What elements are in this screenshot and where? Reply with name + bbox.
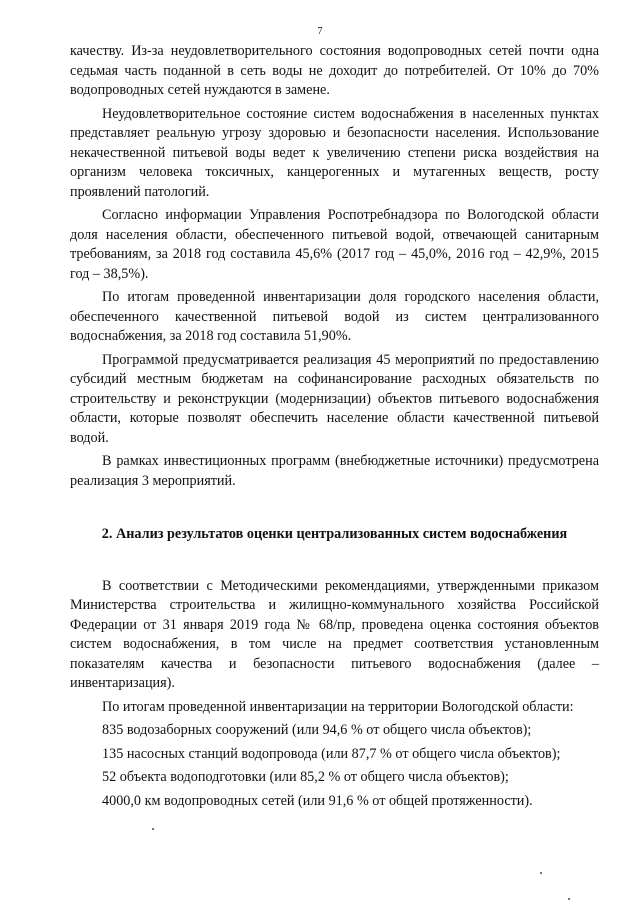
page-number: 7	[317, 26, 323, 37]
scan-speck	[152, 828, 154, 830]
paragraph-2: Неудовлетворительное состояние систем водоснабжения в населенных пунктах представляет реальную угрозу здоровью и безопасности населения. Использование некачественной питьевой воды ведет к увеличению степени риска воздействия на организм человека токсичных, канцерогенных и мутагенных веществ, росту проявлений патологий.	[70, 105, 599, 200]
section-heading: 2. Анализ результатов оценки централизованных систем водоснабжения	[101, 526, 568, 542]
list-item-2: 135 насосных станций водопровода (или 87,7 % от общего числа объектов);	[102, 745, 561, 762]
paragraph-5: Программой предусматривается реализация 45 мероприятий по предоставлению субсидий местным бюджетам на софинансирование расходных обязательств по строительству и реконструкции (модернизации) объектов питьевого водоснабжения области, которые позволят обеспечить население области качественной питьевой водой.	[70, 351, 599, 446]
paragraph-3: Согласно информации Управления Роспотребнадзора по Вологодской области доля населения области, обеспеченного питьевой водой, отвечающей санитарным требованиям, за 2018 год составила 45,6% (2017 год – 45,0%, 2016 год – 42,9%, 2015 год – 38,5%).	[70, 207, 599, 282]
list-item-3: 52 объекта водоподготовки (или 85,2 % от общего числа объектов);	[102, 769, 509, 785]
list-item-4: 4000,0 км водопроводных сетей (или 91,6 % от общей протяженности).	[102, 792, 533, 809]
paragraph-6: В рамках инвестиционных программ (внебюджетные источники) предусмотрена реализация 3 мероприятий.	[70, 453, 599, 489]
scan-speck	[568, 898, 570, 900]
scan-speck	[540, 872, 542, 874]
paragraph-4: По итогам проведенной инвентаризации доля городского населения области, обеспеченного качественной питьевой водой из систем централизованного водоснабжения, за 2018 год составила 51,90%.	[70, 289, 599, 344]
section-paragraph-2: По итогам проведенной инвентаризации на территории Вологодской области:	[102, 698, 574, 715]
section-paragraph-1: В соответствии с Методическими рекомендациями, утвержденными приказом Министерства строительства и жилищно-коммунального хозяйства Российской Федерации от 31 января 2019 года № 68/пр, проведена оценка состояния объектов систем водоснабжения, в том числе на предмет соответствия установленным показателям качества и безопасности питьевого водоснабжения (далее – инвентаризация).	[70, 577, 599, 691]
document-body	[70, 42, 599, 811]
paragraph-1: качеству. Из-за неудовлетворительного состояния водопроводных сетей почти одна седьмая часть поданной в сеть воды не доходит до потребителей. От 10% до 70% водопроводных сетей нуждаются в замене.	[70, 43, 599, 98]
list-item-1: 835 водозаборных сооружений (или 94,6 % от общего числа объектов);	[102, 722, 532, 738]
